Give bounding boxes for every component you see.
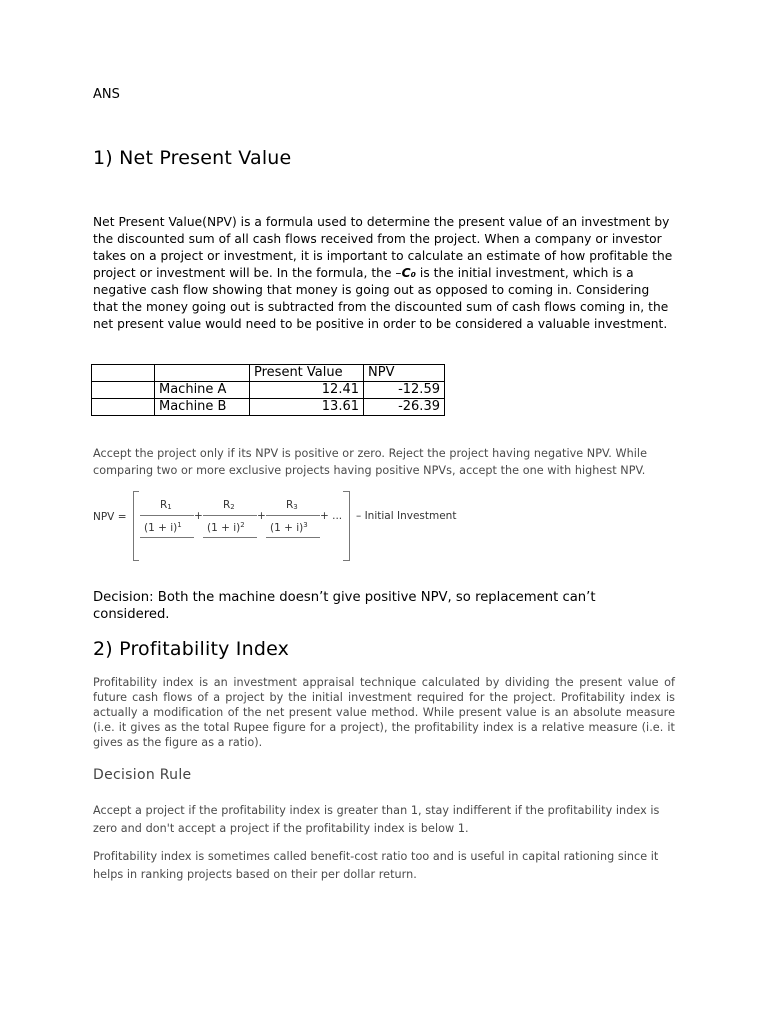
table-row xyxy=(92,399,445,416)
formula-plus-1: + xyxy=(194,510,203,522)
formula-initial-investment: – Initial Investment xyxy=(356,510,457,522)
table-cell-machine: Machine B xyxy=(155,399,250,416)
formula-numerator-1: R1 xyxy=(160,499,172,511)
formula-right-bracket-bottom xyxy=(343,560,349,561)
npv-decision: Decision: Both the machine doesn’t give positive NPV, so replacement can’t considered. xyxy=(93,590,596,622)
table-cell-present-value: 12.41 xyxy=(250,382,364,399)
table-cell xyxy=(92,382,155,399)
decision-rule-heading: Decision Rule xyxy=(93,767,192,783)
table-header-row xyxy=(92,365,445,382)
table-cell-npv: -26.39 xyxy=(364,399,445,416)
formula-left-bracket xyxy=(133,491,134,561)
formula-denominator-3: $(1 + i)^3$ xyxy=(270,521,308,534)
pi-rule-paragraph-2: Profitability index is sometimes called benefit-cost ratio too and is useful in capital rationing since it helps in ranking projects based on their per dollar return. xyxy=(93,850,659,881)
table-row xyxy=(92,382,445,399)
formula-numerator-3: R3 xyxy=(286,499,298,511)
table-cell-present-value: 13.61 xyxy=(250,399,364,416)
formula-left-bracket-bottom xyxy=(133,560,139,561)
answer-label: ANS xyxy=(93,87,120,102)
table-header-cell xyxy=(155,365,250,382)
npv-formula xyxy=(91,488,491,564)
formula-numerator-2: R2 xyxy=(223,499,235,511)
heading-net-present-value: 1) Net Present Value xyxy=(93,147,292,169)
npv-intro-paragraph xyxy=(93,214,678,333)
table-cell-machine: Machine A xyxy=(155,382,250,399)
npv-intro-text-before: Net Present Value(NPV) is a formula used to determine the present value of an investment by the discounted sum of all cash flows received from the project. When a company or investor takes on a project or investment, it is important to calculate an estimate of how profitable the project or investment will be. In the formula, the – xyxy=(93,215,673,280)
pi-intro-paragraph: Profitability index is an investment appraisal technique calculated by dividing the present value of future cash flows of a project by the initial investment required for the project. Profitability index is actually a modification of the net present value method. While present value is an absolute measure (i.e. it gives as the total Rupee figure for a project), the profitability index is a relative measure (i.e. it gives as the figure as a ratio). xyxy=(93,676,675,749)
formula-fraction-bar-1 xyxy=(140,515,194,516)
formula-fraction-bar-3 xyxy=(266,515,320,516)
table-cell-npv: -12.59 xyxy=(364,382,445,399)
npv-accept-rule: Accept the project only if its NPV is positive or zero. Reject the project having negative NPV. While comparing two or more exclusive projects having positive NPVs, accept the one with highest NPV. xyxy=(93,447,647,477)
formula-right-bracket-top xyxy=(343,491,349,492)
formula-denominator-1: $(1 + i)^1$ xyxy=(144,521,182,534)
formula-fraction-bar-2 xyxy=(203,515,257,516)
table-header-npv: NPV xyxy=(364,365,445,382)
npv-intro-text-after: is the initial investment, which is a negative cash flow showing that money is going out as opposed to coming in. Considering that the money going out is subtracted from the discounted sum of cash flows coming in, the net present value would need to be positive in order to be considered a valuable investment. xyxy=(93,266,669,331)
table-header-present-value: Present Value xyxy=(250,365,364,382)
formula-lhs: NPV = xyxy=(93,511,127,523)
formula-right-bracket xyxy=(349,491,350,561)
npv-table xyxy=(91,364,445,416)
heading-profitability-index: 2) Profitability Index xyxy=(93,638,290,660)
table-header-cell xyxy=(92,365,155,382)
formula-plus-ellipsis: + ... xyxy=(320,510,343,522)
formula-underline-2 xyxy=(203,537,257,538)
formula-underline-3 xyxy=(266,537,320,538)
formula-plus-2: + xyxy=(257,510,266,522)
formula-underline-1 xyxy=(140,537,194,538)
formula-left-bracket-top xyxy=(133,491,139,492)
c0-symbol: C₀ xyxy=(401,266,416,280)
pi-rule-paragraph-1: Accept a project if the profitability index is greater than 1, stay indifferent if the profitability index is zero and don't accept a project if the profitability index is below 1. xyxy=(93,804,660,835)
formula-denominator-2: $(1 + i)^2$ xyxy=(207,521,245,534)
table-cell xyxy=(92,399,155,416)
